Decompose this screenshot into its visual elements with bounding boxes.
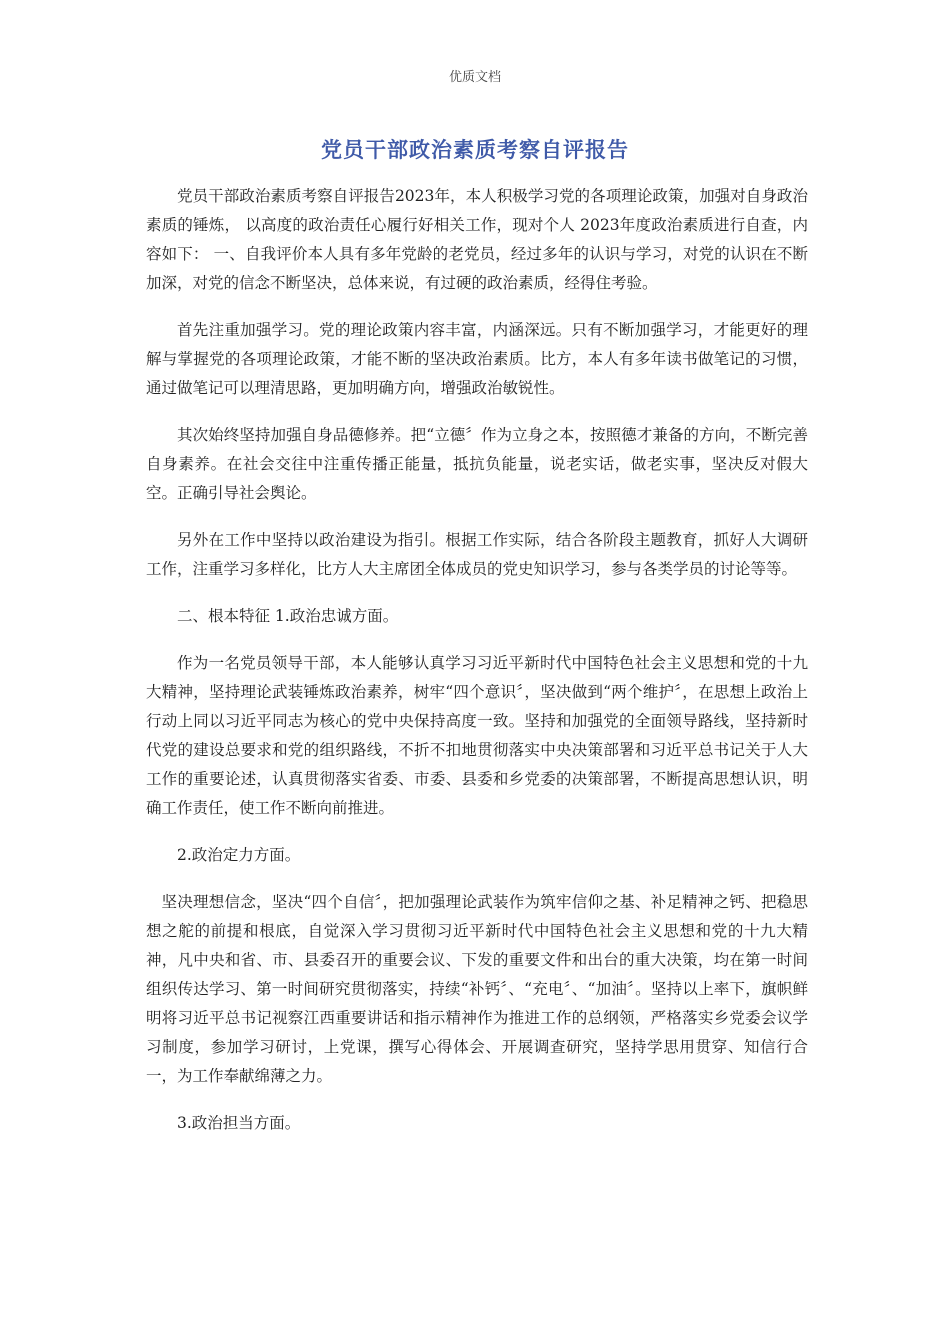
section-heading-political-stability: 2.政治定力方面。 bbox=[177, 846, 301, 864]
paragraph-political-stability: 坚决理想信念，坚决“四个自信〞，把加强理论武装作为筑牢信仰之基、补足精神之钙、把稳思想之舵的前提和根底，自觉深入学习贯彻习近平新时代中国特色社会主义思想和党的十九大精神，凡中央和省、市、县委召开的重要会议、下发的重要文件和出台的重大决策，均在第一时间组织传达学习、第一时间研究贯彻落实，持续“补钙〞、“充电〞、“加油〞。坚持以上率下，旗帜鲜明将习近平总书记视察江西重要讲话和指示精神作为推进工作的总纲领，严格落实乡党委会议学习制度，参加学习研讨，上党课，撰写心得体会、开展调查研究，坚持学思用贯穿、知信行合一，为工作奉献绵薄之力。 bbox=[146, 893, 808, 1085]
document-body bbox=[146, 182, 808, 1138]
paragraph-study: 首先注重加强学习。党的理论政策内容丰富，内涵深远。只有不断加强学习，才能更好的理解与掌握党的各项理论政策，才能不断的坚决政治素质。比方，本人有多年读书做笔记的习惯，通过做笔记可以理清思路，更加明确方向，增强政治敏锐性。 bbox=[146, 321, 808, 397]
section-heading-basic-features: 二、根本特征 1.政治忠诚方面。 bbox=[177, 607, 399, 625]
page-header: 优质文档 bbox=[448, 70, 501, 85]
paragraph-loyalty: 作为一名党员领导干部，本人能够认真学习习近平新时代中国特色社会主义思想和党的十九大精神，坚持理论武装锤炼政治素养，树牢“四个意识〞，坚决做到“两个维护〞，在思想上政治上行动上同以习近平同志为核心的党中央保持高度一致。坚持和加强党的全面领导路线，坚持新时代党的建设总要求和党的组织路线，不折不扣地贯彻落实中央决策部署和习近平总书记关于人大工作的重要论述，认真贯彻落实省委、市委、县委和乡党委的决策部署，不断提高思想认识，明确工作责任，使工作不断向前推进。 bbox=[146, 654, 808, 817]
document-title: 党员干部政治素质考察自评报告 bbox=[321, 137, 629, 162]
paragraph-intro: 党员干部政治素质考察自评报告2023年，本人积极学习党的各项理论政策，加强对自身政治素质的锤炼， 以高度的政治责任心履行好相关工作，现对个人 2023年度政治素质进行自查，内容如下： 一、自我评价本人具有多年党龄的老党员，经过多年的认识与学习，对党的认识在不断加深，对党的信念不断坚决，总体来说，有过硬的政治素质，经得住考验。 bbox=[146, 187, 808, 292]
paragraph-political-building: 另外在工作中坚持以政治建设为指引。根据工作实际，结合各阶段主题教育，抓好人大调研工作，注重学习多样化，比方人大主席团全体成员的党史知识学习，参与各类学员的讨论等等。 bbox=[146, 531, 808, 578]
section-heading-political-responsibility: 3.政治担当方面。 bbox=[177, 1114, 301, 1132]
paragraph-morality: 其次始终坚持加强自身品德修养。把“立德〞作为立身之本，按照德才兼备的方向，不断完善自身素养。在社会交往中注重传播正能量，抵抗负能量，说老实话，做老实事，坚决反对假大空。正确引导社会舆论。 bbox=[146, 426, 808, 502]
